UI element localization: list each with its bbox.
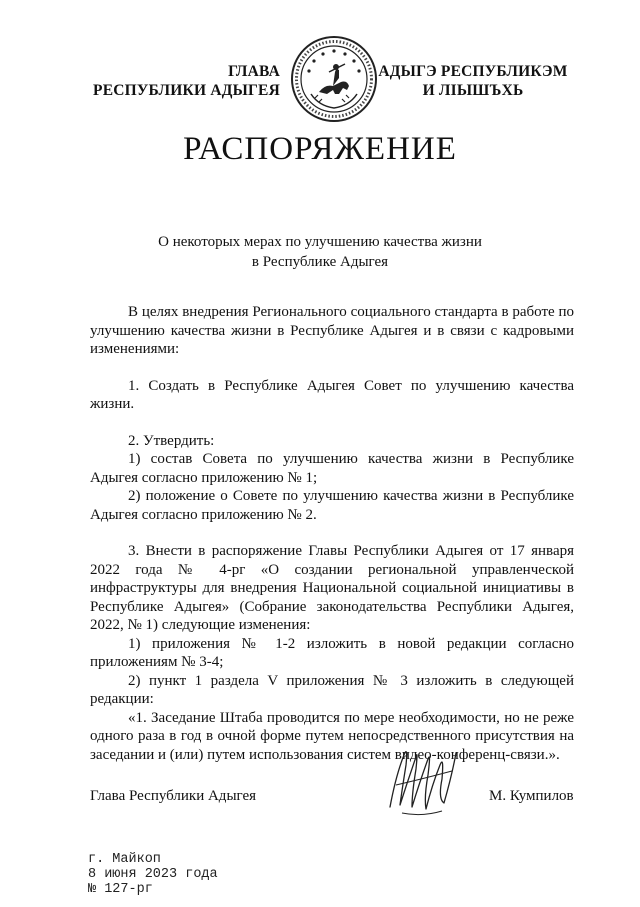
item-2-1: 1) состав Совета по улучшению качества жизни в Республике Адыгея согласно приложению № 1;: [90, 451, 574, 486]
item-3-quote: «1. Заседание Штаба проводится по мере необходимости, но не реже одного раза в год в очной форме путем непосредственного присутствия на заседании и (или) путем использования систем видео-конференц-связи.».: [90, 709, 574, 763]
item-2: 2. Утвердить:: [128, 432, 215, 449]
footer-number: № 127-рг: [88, 882, 153, 897]
signatory-name: М. Кумпилов: [489, 788, 574, 804]
footer-city: г. Майкоп: [88, 852, 161, 867]
signatory-position: Глава Республики Адыгея: [90, 788, 257, 804]
document-subject: [0, 232, 640, 272]
handwritten-signature-icon: [382, 735, 462, 820]
document-body: [90, 303, 574, 764]
header-right-line2: И ЛІЫШЪХЬ: [422, 82, 524, 99]
item-2-2: 2) положение о Совете по улучшению качества жизни в Республике Адыгея согласно приложению № 2.: [90, 488, 574, 523]
subject-line1: О некоторых мерах по улучшению качества жизни: [158, 234, 482, 250]
header-right: [368, 62, 578, 100]
footer-date: 8 июня 2023 года: [88, 867, 218, 882]
header-left-line1: ГЛАВА: [228, 63, 280, 80]
subject-line2: в Республике Адыгея: [251, 254, 389, 270]
header-right-line1: АДЫГЭ РЕСПУБЛИКЭМ: [378, 63, 568, 80]
intro-paragraph: В целях внедрения Регионального социального стандарта в работе по улучшению качества жизни в Республике Адыгея и в связи с кадровыми изменениями:: [90, 304, 574, 357]
header-left: [60, 62, 280, 100]
item-3-2: 2) пункт 1 раздела V приложения № 3 изложить в следующей редакции:: [90, 672, 574, 707]
document-footer: [88, 852, 218, 897]
document-title: РАСПОРЯЖЕНИЕ: [183, 131, 457, 167]
item-3-1: 1) приложения № 1-2 изложить в новой редакции согласно приложениям № 3-4;: [90, 635, 574, 670]
item-1: 1. Создать в Республике Адыгея Совет по улучшению качества жизни.: [90, 377, 574, 412]
header-left-line2: РЕСПУБЛИКИ АДЫГЕЯ: [93, 82, 280, 99]
republic-coat-of-arms-icon: [289, 34, 379, 124]
item-3: 3. Внести в распоряжение Главы Республики Адыгея от 17 января 2022 года № 4-рг «О создании региональной управленческой инфраструктуры для внедрения Национальной социальной инициативы в Республике Адыгея» (Собрание законодательства Республики Адыгея, 2022, № 1) следующие изменения:: [90, 543, 574, 633]
